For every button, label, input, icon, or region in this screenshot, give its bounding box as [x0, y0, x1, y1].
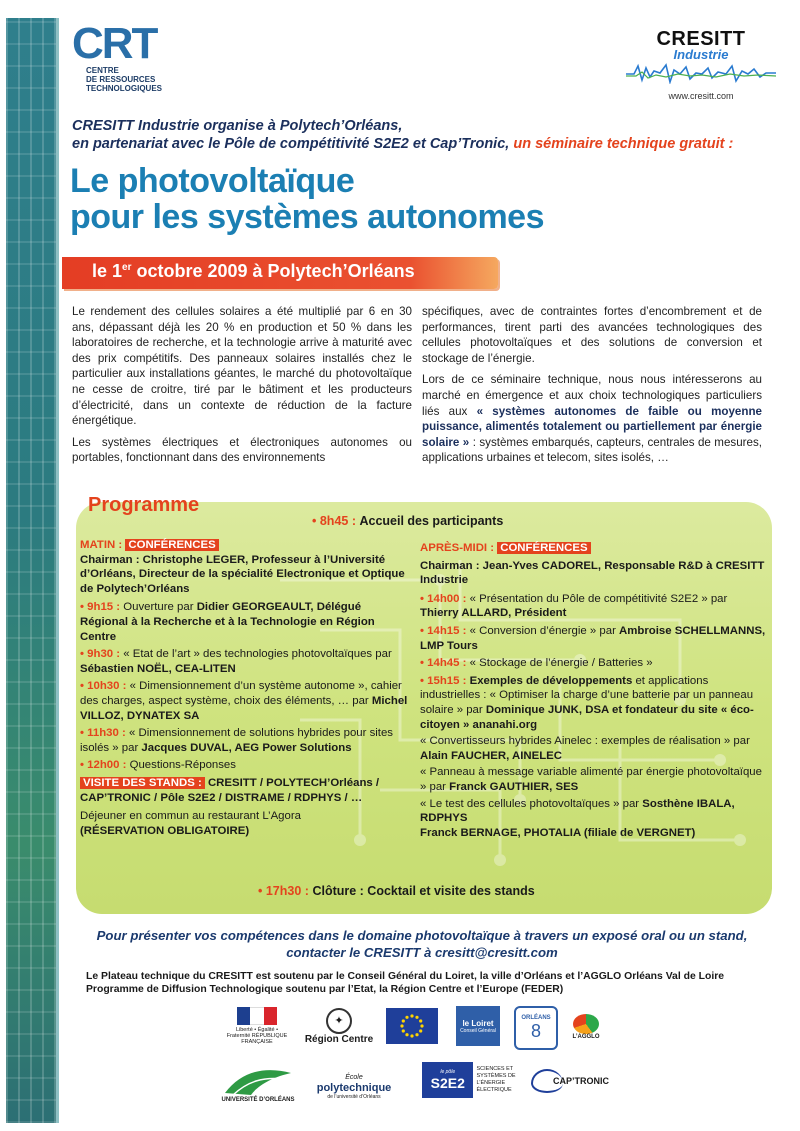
- morning-item-5: • 12h00 : Questions-Réponses: [80, 759, 236, 772]
- crt-logo: [72, 19, 163, 104]
- polytech-logo: [308, 1068, 400, 1102]
- captronic-logo: [530, 1066, 610, 1096]
- body-paragraph-3: spécifiques, avec de contraintes fortes d’encombrement et de performances, tirent parti des avancées technologiques des cellules photovoltaïques et des solutions de conversion et stockage de l’énergie.: [422, 305, 762, 365]
- morning-label: MATIN :: [80, 539, 123, 551]
- afternoon-item-1-text: « Présentation du Pôle de compétitivité S2E2 » par: [469, 592, 728, 605]
- bullet-dot: •: [258, 884, 266, 898]
- europe-flag-logo: [386, 1008, 438, 1044]
- republique-text: Liberté • Égalité • Fraternité RÉPUBLIQUE FRANÇAISE: [226, 1027, 288, 1045]
- loiret-sub-text: Conseil Général: [460, 1027, 496, 1034]
- body-column-right: [422, 304, 762, 472]
- morning-item-3: • 10h30 : « Dimensionnement d’un système autonome », cahier des charges, aspect système, choix des éléments, … par Michel VILLOZ, DYNATEX SA: [80, 680, 408, 722]
- body-paragraph-4: [422, 372, 762, 466]
- programme-title: Programme: [88, 494, 200, 516]
- afternoon-item-4-bold1: Exemples de développements: [469, 674, 633, 687]
- agglo-text: L’AGGLO: [572, 1034, 600, 1040]
- intro-line2: [72, 135, 772, 153]
- circuit-board-strip: [6, 18, 59, 1123]
- morning-item-4-time: 11h30 :: [87, 727, 126, 740]
- afternoon-item-1-time: 14h00 :: [427, 592, 467, 605]
- afternoon-header: [420, 541, 766, 556]
- polytech-text-wrap: [308, 1070, 400, 1100]
- morning-header: [80, 538, 410, 553]
- afternoon-sub-1-text: « Convertisseurs hybrides Ainelec : exemples de réalisation » par: [420, 735, 750, 748]
- morning-item-1: • 9h15 : Ouverture par Didier GEORGEAULT, Délégué Régional à la Recherche et à la Technologie en Région Centre: [80, 601, 375, 643]
- afternoon-sub-3-text: « Le test des cellules photovoltaïques » par: [420, 797, 643, 810]
- s2e2-pre: le pôle: [440, 1069, 456, 1075]
- region-centre-logo: [300, 1006, 378, 1046]
- decorative-sidebar: [0, 0, 58, 1131]
- crt-logo-line2: DE RESSOURCES: [86, 75, 156, 84]
- afternoon-item-4-text1: et applications industrielles : « Optimiser la charge d’une batterie par un panneau solaire » par: [420, 674, 754, 716]
- afternoon-item-4-text2: ananahi.org: [469, 718, 538, 731]
- welcome-line: [312, 514, 503, 529]
- afternoon-item-4-bold2: Dominique JUNK, DSA et fondateur du site « éco-citoyen »: [420, 703, 754, 731]
- afternoon-section: [420, 541, 766, 840]
- universite-text: UNIVERSITÉ D’ORLÉANS: [221, 1097, 295, 1103]
- morning-item-4-text: « Dimensionnement de solutions hybrides pour sites isolés » par: [80, 727, 393, 754]
- body-p4-a: Lors de ce séminaire technique, nous nous intéresserons au marché en émergence et aux choix technologiques particuliers liés aux: [422, 373, 762, 418]
- date-post: octobre 2009 à Polytech’Orléans: [131, 261, 415, 281]
- stands-line: [80, 776, 410, 805]
- page-title: [70, 163, 770, 235]
- afternoon-sub-1-bold: Alain FAUCHER, AINELEC: [420, 749, 562, 762]
- afternoon-item-3: • 14h45 : « Stockage de l’énergie / Batteries »: [420, 657, 653, 670]
- body-paragraph-1: Le rendement des cellules solaires a été multiplié par 6 en 30 ans, dépassant déjà les 20 % en production et 50 % dans les laboratoires de recherche, et la technologie arrive à maturité avec des prix compétitifs. Des panneaux solaires installés chez le particulier aux installations géantes, le marché du photovoltaïque ne cesse de croitre, tiré par le bâtiment et les producteurs d’électricité, dans un contexte de réduction de la facture énergétique.: [72, 305, 412, 428]
- afternoon-item-4: • 15h15 : Exemples de développements et applications industrielles : « Optimiser la charge d’une batterie par un panneau solaire » par Dominique JUNK, DSA et fondateur du site « éco-citoyen » ananahi.org: [420, 674, 754, 731]
- loiret-logo: [456, 1006, 500, 1046]
- afternoon-sub-3-line2: Franck BERNAGE, PHOTALIA (filiale de VERGNET): [420, 826, 696, 839]
- date-pre: le 1: [92, 261, 123, 281]
- afternoon-sub-3: [420, 797, 766, 826]
- afternoon-tag: CONFÉRENCES: [497, 542, 590, 554]
- afternoon-sub-3-bold1: Sosthène IBALA, RDPHYS: [420, 797, 735, 825]
- eu-stars-icon: [392, 1011, 432, 1041]
- intro-line2-b: un séminaire technique gratuit :: [513, 136, 734, 152]
- afternoon-item-2-time: 14h15 :: [427, 624, 467, 637]
- morning-item-1-bold: Didier GEORGEAULT, Délégué Régional à la Recherche et à la Technologie en Région Centre: [80, 601, 375, 643]
- afternoon-item-4-time: 15h15 :: [427, 674, 467, 687]
- afternoon-chair: Chairman : Jean-Yves CADOREL, Responsable R&D à CRESITT Industrie: [420, 559, 765, 587]
- crt-logo-line1: CENTRE: [86, 66, 119, 75]
- afternoon-item-1: • 14h00 : « Présentation du Pôle de compétitivité S2E2 » par Thierry ALLARD, Président: [420, 592, 728, 620]
- agglo-emblem-icon: [573, 1014, 599, 1034]
- morning-item-2-text: « Etat de l’art » des technologies photovoltaïques par: [123, 648, 392, 661]
- morning-item-5-text: Questions-Réponses: [129, 759, 236, 772]
- orleans-emblem-icon: 8: [530, 1020, 541, 1041]
- support-line2: Programme de Diffusion Technologique soutenu par l’Etat, la Région Centre et l’Europe (FEDER): [86, 984, 564, 995]
- s2e2-badge: [422, 1062, 473, 1098]
- lunch-note: (RÉSERVATION OBLIGATOIRE): [80, 824, 250, 837]
- captronic-text: CAP’TRONIC: [553, 1076, 609, 1086]
- morning-item-3-time: 10h30 :: [87, 680, 127, 693]
- morning-item-4-bold: Jacques DUVAL, AEG Power Solutions: [141, 741, 352, 754]
- support-line1: Le Plateau technique du CRESITT est soutenu par le Conseil Général du Loiret, la ville d’Orléans et l’AGGLO Orléans Val de Loire: [86, 971, 725, 982]
- morning-item-2-bold: Sébastien NOËL, CEA-LITEN: [80, 662, 236, 675]
- date-banner: [62, 257, 498, 289]
- crt-logo-letters: CRT: [72, 19, 157, 68]
- closing-line: [258, 884, 535, 899]
- morning-item-2: • 9h30 : « Etat de l’art » des technologies photovoltaïques par Sébastien NOËL, CEA-LITEN: [80, 648, 392, 675]
- morning-item-3-text: « Dimensionnement d’un système autonome », cahier des charges, aspect système, choix des éléments, … par: [80, 680, 402, 707]
- title-line1: Le photovoltaïque: [70, 162, 355, 200]
- republique-francaise-logo: [226, 1006, 288, 1046]
- date-sup: er: [122, 262, 132, 273]
- orleans-text: ORLÉANS: [521, 1014, 551, 1021]
- welcome-text: Accueil des participants: [359, 514, 504, 528]
- french-flag-icon: [237, 1007, 277, 1025]
- orleans-logo: [514, 1006, 558, 1050]
- intro-line1: CRESITT Industrie organise à Polytech’Orléans,: [72, 118, 403, 134]
- intro-text: [72, 117, 772, 153]
- contact-line1: Pour présenter vos compétences dans le domaine photovoltaïque à travers un exposé oral ou un stand,: [96, 928, 748, 943]
- body-paragraph-2: Les systèmes électriques et électroniques autonomes ou portables, fonctionnant dans des environnements: [72, 435, 412, 465]
- morning-tag: CONFÉRENCES: [125, 539, 218, 551]
- cresitt-url[interactable]: www.cresitt.com: [668, 91, 734, 101]
- body-p4-b: « systèmes autonomes de faible ou moyenne puissance, alimentés totalement ou partiellement par énergie solaire »: [422, 404, 762, 449]
- morning-item-5-time: 12h00 :: [87, 759, 127, 772]
- afternoon-label: APRÈS-MIDI :: [420, 542, 495, 554]
- contact-line2[interactable]: contacter le CRESITT à cresitt@cresitt.com: [286, 945, 558, 960]
- polytech-text: polytechnique: [316, 1082, 392, 1094]
- stands-tag: VISITE DES STANDS :: [80, 777, 205, 789]
- cresitt-logo-name: CRESITT: [656, 28, 746, 50]
- date-text: [92, 261, 415, 282]
- bullet-dot: •: [312, 514, 320, 528]
- afternoon-item-2-bold: Ambroise SCHELLMANNS, LMP Tours: [420, 624, 766, 652]
- contact-text: [72, 927, 772, 961]
- cresitt-logo-sub: Industrie: [673, 47, 729, 62]
- afternoon-item-3-text: « Stockage de l’énergie / Batteries »: [469, 657, 653, 670]
- intro-line2-a: en partenariat avec le Pôle de compétitivité S2E2 et Cap’Tronic,: [72, 136, 510, 152]
- s2e2-logo: [422, 1060, 526, 1100]
- title-line2: pour les systèmes autonomes: [70, 198, 545, 236]
- polytech-sub: de l’université d’Orléans: [327, 1094, 381, 1100]
- afternoon-item-2-text: « Conversion d’énergie » par: [469, 624, 620, 637]
- afternoon-sub-2: [420, 765, 766, 794]
- afternoon-sub-2-text: « Panneau à message variable alimenté par énergie photovoltaïque » par: [420, 766, 762, 793]
- morning-item-2-time: 9h30 :: [87, 648, 121, 661]
- morning-item-3-bold: Michel VILLOZ, DYNATEX SA: [80, 694, 408, 722]
- universite-orleans-logo: [218, 1060, 298, 1110]
- stands-text: CRESITT / POLYTECH’Orléans / CAP’TRONIC / Pôle S2E2 / DISTRAME / RDPHYS / …: [80, 776, 380, 804]
- afternoon-item-1-bold: Thierry ALLARD, Président: [420, 607, 567, 620]
- afternoon-sub-2-bold: Franck GAUTHIER, SES: [449, 780, 579, 793]
- crt-logo-line3: TECHNOLOGIQUES: [86, 84, 163, 93]
- region-centre-text: Région Centre: [304, 1033, 374, 1045]
- universite-leaf-icon: [223, 1067, 293, 1097]
- morning-chair: Chairman : Christophe LEGER, Professeur à l’Université d’Orléans, Directeur de la spécialité Electronique et Optique de Polytech’Orléans: [80, 553, 405, 595]
- afternoon-sub-1: [420, 734, 766, 763]
- morning-item-4: • 11h30 : « Dimensionnement de solutions hybrides pour sites isolés » par Jacques DUVAL, AEG Power Solutions: [80, 727, 393, 754]
- afternoon-item-3-time: 14h45 :: [427, 657, 467, 670]
- region-centre-emblem-icon: ✦: [326, 1008, 352, 1034]
- lunch-line: Déjeuner en commun au restaurant L’Agora: [80, 810, 301, 823]
- closing-time: 17h30 :: [265, 884, 309, 898]
- s2e2-description: SCIENCES ET SYSTÈMES DE L’ÉNERGIE ÉLECTRIQUE: [476, 1066, 516, 1093]
- morning-section: [80, 538, 410, 838]
- body-column-left: [72, 304, 412, 472]
- morning-item-1-time: 9h15 :: [87, 601, 121, 614]
- welcome-time: 8h45 :: [319, 514, 356, 528]
- s2e2-text: S2E2: [430, 1075, 465, 1091]
- closing-text: Clôture : Cocktail et visite des stands: [312, 884, 535, 898]
- polytech-pre: École: [345, 1074, 363, 1081]
- morning-item-1-text: Ouverture par: [123, 601, 197, 614]
- afternoon-item-2: • 14h15 : « Conversion d’énergie » par Ambroise SCHELLMANNS, LMP Tours: [420, 624, 766, 652]
- loiret-text: le Loiret: [462, 1018, 494, 1028]
- waveform-icon: [626, 62, 776, 84]
- body-p4-c: : systèmes embarqués, capteurs, centrales de mesures, applications urbaines et telecom, sites isolés, …: [422, 435, 762, 465]
- support-text: [86, 970, 776, 996]
- cresitt-logo: [626, 28, 776, 110]
- agglo-logo: [566, 1008, 606, 1046]
